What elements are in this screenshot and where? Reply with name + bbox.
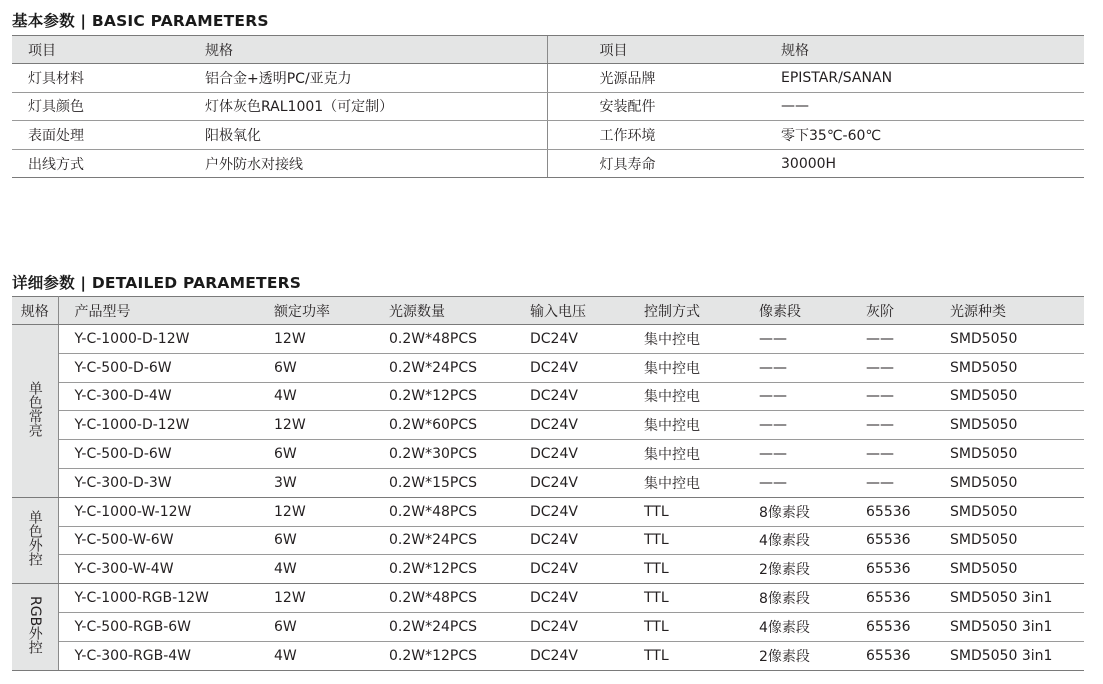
- pixel-cell: ——: [759, 468, 866, 497]
- detail-row: [12, 353, 1084, 382]
- detail-row: [12, 468, 1084, 497]
- detail-row: [12, 411, 1084, 440]
- control-cell: TTL: [644, 641, 759, 670]
- basic-item-name: 表面处理: [12, 121, 189, 150]
- detail-row: [12, 440, 1084, 469]
- basic-item-spec-2: ——: [763, 92, 1084, 121]
- power-cell: 6W: [274, 353, 389, 382]
- led-count-cell: 0.2W*24PCS: [389, 353, 530, 382]
- basic-header-spec-2: 规格: [763, 36, 1084, 64]
- detail-header-grayscale: 灰阶: [866, 297, 950, 325]
- detail-row: [12, 641, 1084, 670]
- voltage-cell: DC24V: [530, 382, 644, 411]
- light-type-cell: SMD5050: [950, 555, 1084, 584]
- detail-header-voltage: 输入电压: [530, 297, 644, 325]
- model-cell: Y-C-500-D-6W: [58, 440, 274, 469]
- spec-group-label: [12, 584, 58, 670]
- light-type-cell: SMD5050: [950, 353, 1084, 382]
- basic-item-name-2: 安装配件: [547, 92, 763, 121]
- spec-group-text: 单色常亮: [26, 380, 43, 437]
- grayscale-cell: 65536: [866, 497, 950, 526]
- power-cell: 4W: [274, 382, 389, 411]
- voltage-cell: DC24V: [530, 555, 644, 584]
- power-cell: 4W: [274, 555, 389, 584]
- grayscale-cell: ——: [866, 353, 950, 382]
- basic-row: [12, 64, 1084, 93]
- basic-item-spec: 阳极氧化: [189, 121, 547, 150]
- led-count-cell: 0.2W*30PCS: [389, 440, 530, 469]
- grayscale-cell: ——: [866, 382, 950, 411]
- voltage-cell: DC24V: [530, 526, 644, 555]
- basic-header-row: [12, 36, 1084, 64]
- light-type-cell: SMD5050: [950, 325, 1084, 354]
- pixel-cell: ——: [759, 411, 866, 440]
- model-cell: Y-C-1000-D-12W: [58, 411, 274, 440]
- grayscale-cell: ——: [866, 325, 950, 354]
- detail-row: [12, 325, 1084, 354]
- basic-parameters-table: [12, 35, 1084, 178]
- detail-row: [12, 526, 1084, 555]
- light-type-cell: SMD5050: [950, 497, 1084, 526]
- led-count-cell: 0.2W*48PCS: [389, 497, 530, 526]
- model-cell: Y-C-1000-W-12W: [58, 497, 274, 526]
- basic-item-name-2: 光源品牌: [547, 64, 763, 93]
- voltage-cell: DC24V: [530, 584, 644, 613]
- led-count-cell: 0.2W*48PCS: [389, 325, 530, 354]
- voltage-cell: DC24V: [530, 353, 644, 382]
- basic-item-spec: 灯体灰色RAL1001（可定制）: [189, 92, 547, 121]
- led-count-cell: 0.2W*12PCS: [389, 641, 530, 670]
- voltage-cell: DC24V: [530, 325, 644, 354]
- control-cell: TTL: [644, 555, 759, 584]
- power-cell: 12W: [274, 325, 389, 354]
- detail-row: [12, 555, 1084, 584]
- power-cell: 12W: [274, 584, 389, 613]
- led-count-cell: 0.2W*12PCS: [389, 555, 530, 584]
- control-cell: TTL: [644, 584, 759, 613]
- control-cell: 集中控电: [644, 468, 759, 497]
- basic-item-name: 出线方式: [12, 149, 189, 178]
- voltage-cell: DC24V: [530, 468, 644, 497]
- pixel-cell: 8像素段: [759, 584, 866, 613]
- model-cell: Y-C-300-D-3W: [58, 468, 274, 497]
- detail-header-light-type: 光源种类: [950, 297, 1084, 325]
- pixel-cell: 2像素段: [759, 555, 866, 584]
- detail-row: [12, 584, 1084, 613]
- model-cell: Y-C-500-D-6W: [58, 353, 274, 382]
- detail-header-spec: 规格: [12, 297, 58, 325]
- basic-item-name: 灯具颜色: [12, 92, 189, 121]
- spec-group-text: 单色外控: [26, 510, 43, 567]
- power-cell: 6W: [274, 612, 389, 641]
- spec-group-text: RGB外控: [26, 595, 43, 654]
- basic-header-spec: 规格: [189, 36, 547, 64]
- basic-item-name: 灯具材料: [12, 64, 189, 93]
- basic-item-name-2: 工作环境: [547, 121, 763, 150]
- light-type-cell: SMD5050: [950, 411, 1084, 440]
- basic-item-spec: 铝合金+透明PC/亚克力: [189, 64, 547, 93]
- detail-header-control: 控制方式: [644, 297, 759, 325]
- grayscale-cell: 65536: [866, 612, 950, 641]
- pixel-cell: ——: [759, 440, 866, 469]
- model-cell: Y-C-1000-RGB-12W: [58, 584, 274, 613]
- grayscale-cell: 65536: [866, 555, 950, 584]
- model-cell: Y-C-300-W-4W: [58, 555, 274, 584]
- pixel-cell: 2像素段: [759, 641, 866, 670]
- voltage-cell: DC24V: [530, 411, 644, 440]
- pixel-cell: ——: [759, 382, 866, 411]
- control-cell: 集中控电: [644, 440, 759, 469]
- basic-header-item: 项目: [12, 36, 189, 64]
- light-type-cell: SMD5050 3in1: [950, 612, 1084, 641]
- control-cell: 集中控电: [644, 411, 759, 440]
- grayscale-cell: ——: [866, 440, 950, 469]
- power-cell: 3W: [274, 468, 389, 497]
- power-cell: 12W: [274, 411, 389, 440]
- grayscale-cell: 65536: [866, 584, 950, 613]
- pixel-cell: 4像素段: [759, 612, 866, 641]
- basic-row: [12, 149, 1084, 178]
- detailed-parameters-table: [12, 296, 1084, 671]
- led-count-cell: 0.2W*24PCS: [389, 526, 530, 555]
- detail-header-led-count: 光源数量: [389, 297, 530, 325]
- grayscale-cell: 65536: [866, 526, 950, 555]
- power-cell: 12W: [274, 497, 389, 526]
- detail-header-row: [12, 297, 1084, 325]
- pixel-cell: 8像素段: [759, 497, 866, 526]
- spec-group-label: [12, 497, 58, 583]
- pixel-cell: ——: [759, 353, 866, 382]
- light-type-cell: SMD5050 3in1: [950, 641, 1084, 670]
- led-count-cell: 0.2W*15PCS: [389, 468, 530, 497]
- basic-row: [12, 92, 1084, 121]
- voltage-cell: DC24V: [530, 497, 644, 526]
- detail-row: [12, 382, 1084, 411]
- voltage-cell: DC24V: [530, 440, 644, 469]
- basic-parameters-title: 基本参数 | BASIC PARAMETERS: [12, 12, 269, 30]
- grayscale-cell: 65536: [866, 641, 950, 670]
- power-cell: 4W: [274, 641, 389, 670]
- voltage-cell: DC24V: [530, 641, 644, 670]
- basic-item-name-2: 灯具寿命: [547, 149, 763, 178]
- voltage-cell: DC24V: [530, 612, 644, 641]
- detail-header-pixel: 像素段: [759, 297, 866, 325]
- model-cell: Y-C-300-D-4W: [58, 382, 274, 411]
- basic-item-spec: 户外防水对接线: [189, 149, 547, 178]
- control-cell: TTL: [644, 497, 759, 526]
- pixel-cell: ——: [759, 325, 866, 354]
- model-cell: Y-C-1000-D-12W: [58, 325, 274, 354]
- detail-header-power: 额定功率: [274, 297, 389, 325]
- grayscale-cell: ——: [866, 468, 950, 497]
- led-count-cell: 0.2W*24PCS: [389, 612, 530, 641]
- led-count-cell: 0.2W*12PCS: [389, 382, 530, 411]
- basic-row: [12, 121, 1084, 150]
- detail-row: [12, 612, 1084, 641]
- led-count-cell: 0.2W*60PCS: [389, 411, 530, 440]
- power-cell: 6W: [274, 526, 389, 555]
- model-cell: Y-C-500-W-6W: [58, 526, 274, 555]
- light-type-cell: SMD5050: [950, 468, 1084, 497]
- grayscale-cell: ——: [866, 411, 950, 440]
- light-type-cell: SMD5050: [950, 382, 1084, 411]
- model-cell: Y-C-300-RGB-4W: [58, 641, 274, 670]
- basic-item-spec-2: EPISTAR/SANAN: [763, 64, 1084, 93]
- control-cell: 集中控电: [644, 325, 759, 354]
- control-cell: 集中控电: [644, 382, 759, 411]
- model-cell: Y-C-500-RGB-6W: [58, 612, 274, 641]
- detail-row: [12, 497, 1084, 526]
- basic-header-item-2: 项目: [547, 36, 763, 64]
- basic-item-spec-2: 零下35℃-60℃: [763, 121, 1084, 150]
- basic-item-spec-2: 30000H: [763, 149, 1084, 178]
- control-cell: 集中控电: [644, 353, 759, 382]
- spec-group-label: [12, 325, 58, 498]
- light-type-cell: SMD5050: [950, 526, 1084, 555]
- control-cell: TTL: [644, 612, 759, 641]
- power-cell: 6W: [274, 440, 389, 469]
- light-type-cell: SMD5050: [950, 440, 1084, 469]
- detail-header-model: 产品型号: [58, 297, 274, 325]
- detailed-parameters-title: 详细参数 | DETAILED PARAMETERS: [12, 274, 302, 292]
- pixel-cell: 4像素段: [759, 526, 866, 555]
- light-type-cell: SMD5050 3in1: [950, 584, 1084, 613]
- led-count-cell: 0.2W*48PCS: [389, 584, 530, 613]
- control-cell: TTL: [644, 526, 759, 555]
